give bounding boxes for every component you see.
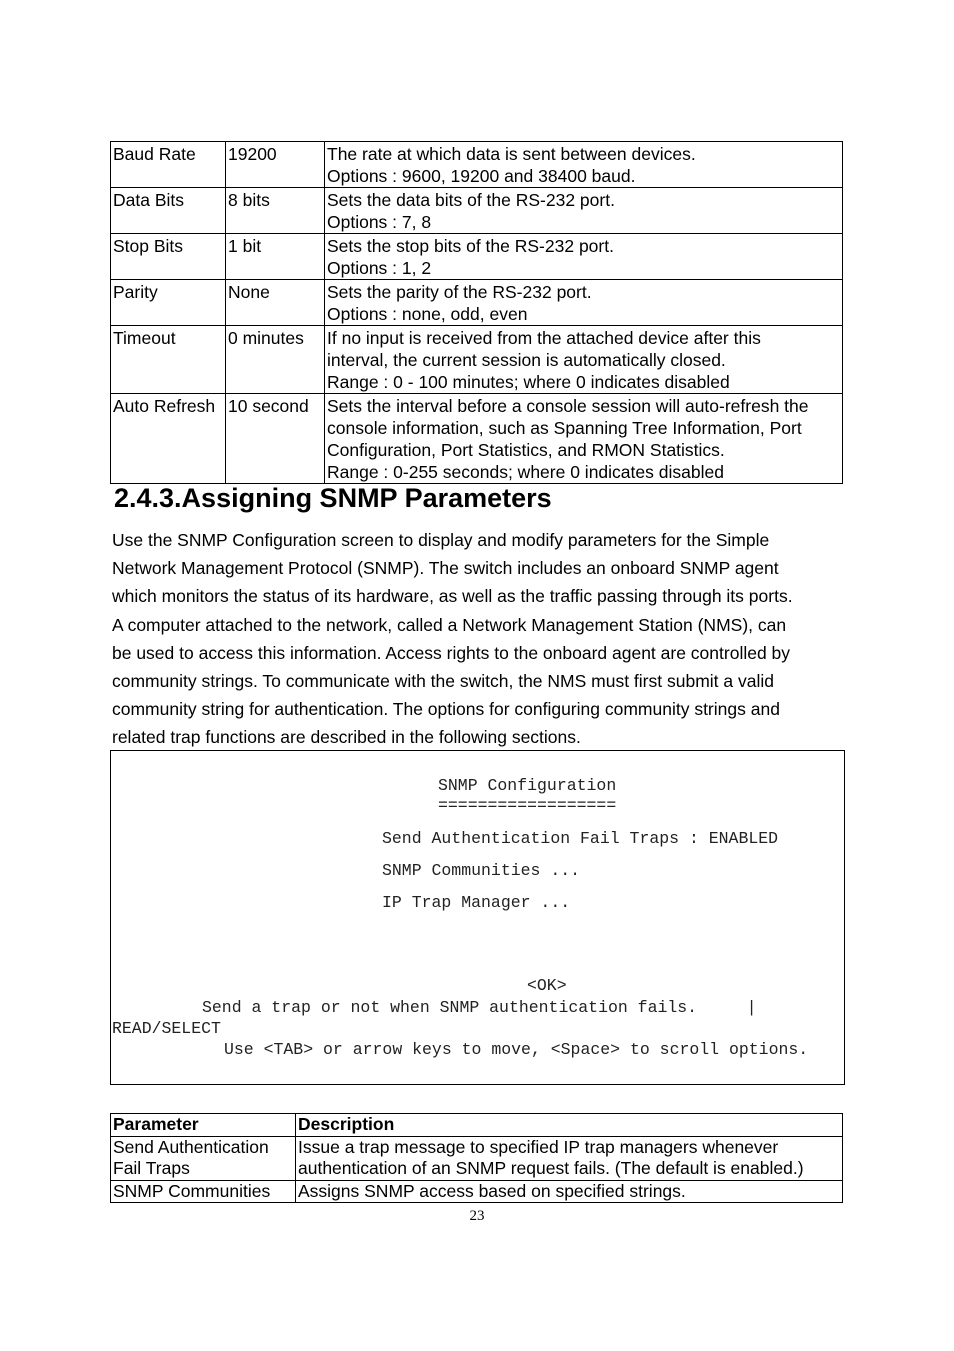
paragraph-line: Network Management Protocol (SNMP). The switch includes an onboard SNMP agent bbox=[112, 558, 779, 579]
description-line: Options : 9600, 19200 and 38400 baud. bbox=[327, 166, 636, 186]
table-row bbox=[111, 1180, 843, 1203]
paragraph-line: community string for authentication. The options for configuring community strings and bbox=[112, 699, 780, 720]
paragraph-line: Use the SNMP Configuration screen to display and modify parameters for the Simple bbox=[112, 530, 770, 550]
description-line: Options : none, odd, even bbox=[327, 304, 528, 324]
description-line: Issue a trap message to specified IP trap managers whenever bbox=[298, 1136, 779, 1157]
parameter-description bbox=[296, 1180, 843, 1203]
column-header-parameter: Parameter bbox=[111, 1114, 296, 1137]
menu-item-ip-trap-manager[interactable]: IP Trap Manager ... bbox=[382, 893, 571, 912]
table-header-row bbox=[111, 1114, 843, 1137]
table-row bbox=[111, 394, 843, 484]
page-number: 23 bbox=[469, 1208, 485, 1224]
table-row bbox=[111, 1136, 843, 1180]
column-header-description: Description bbox=[296, 1114, 843, 1137]
parameter-line: SNMP Communities bbox=[113, 1180, 271, 1201]
ok-button[interactable]: <OK> bbox=[527, 976, 567, 995]
description-line: Range : 0-255 seconds; where 0 indicates disabled bbox=[327, 462, 724, 482]
description-line: Options : 1, 2 bbox=[327, 258, 432, 278]
snmp-configuration-console bbox=[110, 750, 845, 1085]
console-title: SNMP Configuration bbox=[438, 776, 617, 795]
setting-name: Timeout bbox=[111, 326, 226, 394]
parameter-line: Send Authentication bbox=[113, 1136, 269, 1157]
setting-default: 0 minutes bbox=[226, 326, 325, 394]
setting-description bbox=[325, 394, 843, 484]
description-line: interval, the current session is automatically closed. bbox=[327, 350, 726, 370]
serial-settings-table bbox=[110, 141, 843, 484]
menu-item-send-auth-fail-traps[interactable]: Send Authentication Fail Traps : ENABLED bbox=[382, 829, 779, 848]
description-line: Sets the data bits of the RS-232 port. bbox=[327, 190, 615, 210]
description-line: Range : 0 - 100 minutes; where 0 indicates disabled bbox=[327, 372, 730, 392]
setting-name: Stop Bits bbox=[111, 234, 226, 280]
description-line: Configuration, Port Statistics, and RMON Statistics. bbox=[327, 440, 725, 460]
console-mode-indicator: READ/SELECT bbox=[112, 1019, 221, 1038]
table-row bbox=[111, 280, 843, 326]
parameter-description bbox=[296, 1136, 843, 1180]
description-line: console information, such as Spanning Tree Information, Port bbox=[327, 418, 802, 438]
section-heading: 2.4.3.Assigning SNMP Parameters bbox=[114, 483, 552, 513]
description-line: The rate at which data is sent between devices. bbox=[327, 144, 696, 164]
setting-name: Auto Refresh bbox=[111, 394, 226, 484]
table-row bbox=[111, 234, 843, 280]
console-title-underline: ================== bbox=[438, 796, 617, 815]
parameter-description-table bbox=[110, 1113, 843, 1203]
description-line: If no input is received from the attached device after this bbox=[327, 328, 761, 348]
description-line: Sets the stop bits of the RS-232 port. bbox=[327, 236, 614, 256]
menu-item-snmp-communities[interactable]: SNMP Communities ... bbox=[382, 861, 581, 880]
setting-name: Baud Rate bbox=[111, 142, 226, 188]
setting-name: Data Bits bbox=[111, 188, 226, 234]
setting-default: 19200 bbox=[226, 142, 325, 188]
parameter-line: Fail Traps bbox=[113, 1158, 190, 1178]
setting-description bbox=[325, 234, 843, 280]
setting-default: 1 bit bbox=[226, 234, 325, 280]
paragraph-line: which monitors the status of its hardware, as well as the traffic passing through its ports. bbox=[112, 586, 793, 607]
table-row bbox=[111, 142, 843, 188]
description-line: Sets the interval before a console session will auto-refresh the bbox=[327, 396, 809, 416]
description-line: Sets the parity of the RS-232 port. bbox=[327, 282, 592, 302]
setting-description bbox=[325, 188, 843, 234]
paragraph-line: A computer attached to the network, called a Network Management Station (NMS), can bbox=[112, 614, 787, 635]
setting-default: None bbox=[226, 280, 325, 326]
description-line: Options : 7, 8 bbox=[327, 212, 432, 232]
setting-default: 10 second bbox=[226, 394, 325, 484]
console-help-line: Use <TAB> or arrow keys to move, <Space> to scroll options. bbox=[224, 1040, 809, 1059]
description-line: Assigns SNMP access based on specified strings. bbox=[298, 1180, 686, 1201]
description-line: authentication of an SNMP request fails. (The default is enabled.) bbox=[298, 1158, 804, 1178]
setting-description bbox=[325, 326, 843, 394]
setting-name: Parity bbox=[111, 280, 226, 326]
setting-default: 8 bits bbox=[226, 188, 325, 234]
paragraph-line: be used to access this information. Access rights to the onboard agent are controlled by bbox=[112, 642, 791, 663]
paragraph-line: related trap functions are described in the following sections. bbox=[112, 727, 581, 748]
console-status-line: Send a trap or not when SNMP authentication fails. | bbox=[202, 998, 757, 1017]
parameter-name bbox=[111, 1136, 296, 1180]
parameter-name bbox=[111, 1180, 296, 1203]
paragraph-line: community strings. To communicate with the switch, the NMS must first submit a valid bbox=[112, 671, 774, 692]
table-row bbox=[111, 326, 843, 394]
setting-description bbox=[325, 280, 843, 326]
intro-paragraph bbox=[112, 526, 847, 752]
setting-description bbox=[325, 142, 843, 188]
table-row bbox=[111, 188, 843, 234]
